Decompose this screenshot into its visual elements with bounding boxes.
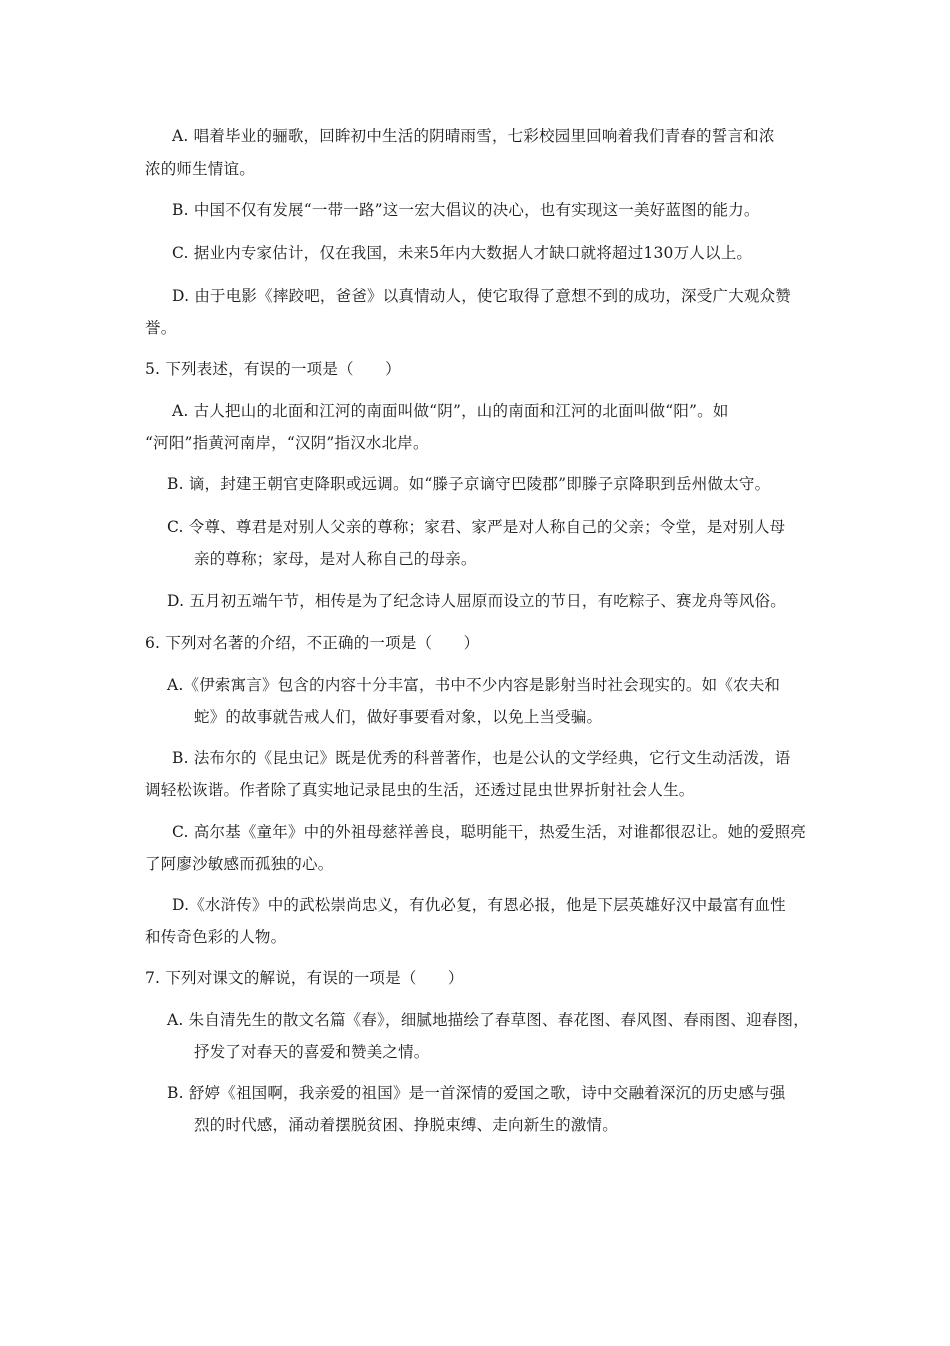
q5-option-c-line1: C. 令尊、尊君是对别人父亲的尊称；家君、家严是对人称自己的父亲；令堂，是对别人母 (167, 518, 786, 536)
q5-option-b: B. 谪，封建王朝官吏降职或远调。如“滕子京谪守巴陵郡”即滕子京降职到岳州做太守。 (167, 475, 771, 493)
q7-option-a-line2: 抒发了对春天的喜爱和赞美之情。 (194, 1043, 430, 1061)
q6-option-b-line1: B. 法布尔的《昆虫记》既是优秀的科普著作，也是公认的文学经典，它行文生动活泼，语 (172, 749, 791, 767)
q6-stem: 6. 下列对名著的介绍，不正确的一项是（ ） (145, 634, 480, 652)
q4-option-d-line2: 誉。 (145, 319, 177, 337)
q7-option-b-line2: 烈的时代感，涌动着摆脱贫困、挣脱束缚、走向新生的激情。 (194, 1116, 618, 1134)
q5-option-a-line2: “河阳”指黄河南岸，“汉阴”指汉水北岸。 (145, 434, 429, 452)
q4-option-d-line1: D. 由于电影《摔跤吧，爸爸》以真情动人，使它取得了意想不到的成功，深受广大观众赞 (172, 287, 791, 305)
q7-stem: 7. 下列对课文的解说，有误的一项是（ ） (145, 969, 464, 987)
q4-option-c: C. 据业内专家估计，仅在我国，未来5年内大数据人才缺口就将超过130万人以上。 (172, 244, 753, 262)
q4-option-b: B. 中国不仅有发展“一带一路”这一宏大倡议的决心，也有实现这一美好蓝图的能力。 (172, 201, 760, 219)
q6-option-d-line2: 和传奇色彩的人物。 (145, 928, 287, 946)
q5-stem: 5. 下列表述，有误的一项是（ ） (145, 360, 401, 378)
q7-option-a-line1: A. 朱自清先生的散文名篇《春》，细腻地描绘了春草图、春花图、春风图、春雨图、迎春图， (167, 1011, 809, 1029)
q6-option-c-line2: 了阿廖沙敏感而孤独的心。 (145, 855, 334, 873)
q6-option-b-line2: 调轻松诙谐。作者除了真实地记录昆虫的生活，还透过昆虫世界折射社会人生。 (145, 781, 695, 799)
q5-option-c-line2: 亲的尊称；家母，是对人称自己的母亲。 (194, 550, 477, 568)
q4-option-a-line1: A. 唱着毕业的骊歌，回眸初中生活的阴晴雨雪，七彩校园里回响着我们青春的誓言和浓 (172, 127, 775, 145)
q6-option-a-line2: 蛇》的故事就告戒人们，做好事要看对象，以免上当受骗。 (194, 708, 603, 726)
q5-option-a-line1: A. 古人把山的北面和江河的南面叫做“阴”，山的南面和江河的北面叫做“阳”。如 (172, 402, 729, 420)
q7-option-b-line1: B. 舒婷《祖国啊，我亲爱的祖国》是一首深情的爱国之歌，诗中交融着深沉的历史感与强 (167, 1084, 786, 1102)
q6-option-d-line1: D.《水浒传》中的武松崇尚忠义，有仇必复，有恩必报，他是下层英雄好汉中最富有血性 (172, 896, 786, 914)
q4-option-a-line2: 浓的师生情谊。 (145, 160, 255, 178)
q6-option-c-line1: C. 高尔基《童年》中的外祖母慈祥善良，聪明能干，热爱生活，对谁都很忍让。她的爱照亮 (172, 823, 807, 841)
q6-option-a-line1: A.《伊索寓言》包含的内容十分丰富，书中不少内容是影射当时社会现实的。如《农夫和 (167, 676, 781, 694)
q5-option-d: D. 五月初五端午节，相传是为了纪念诗人屈原而设立的节日，有吃粽子、赛龙舟等风俗。 (167, 592, 786, 610)
